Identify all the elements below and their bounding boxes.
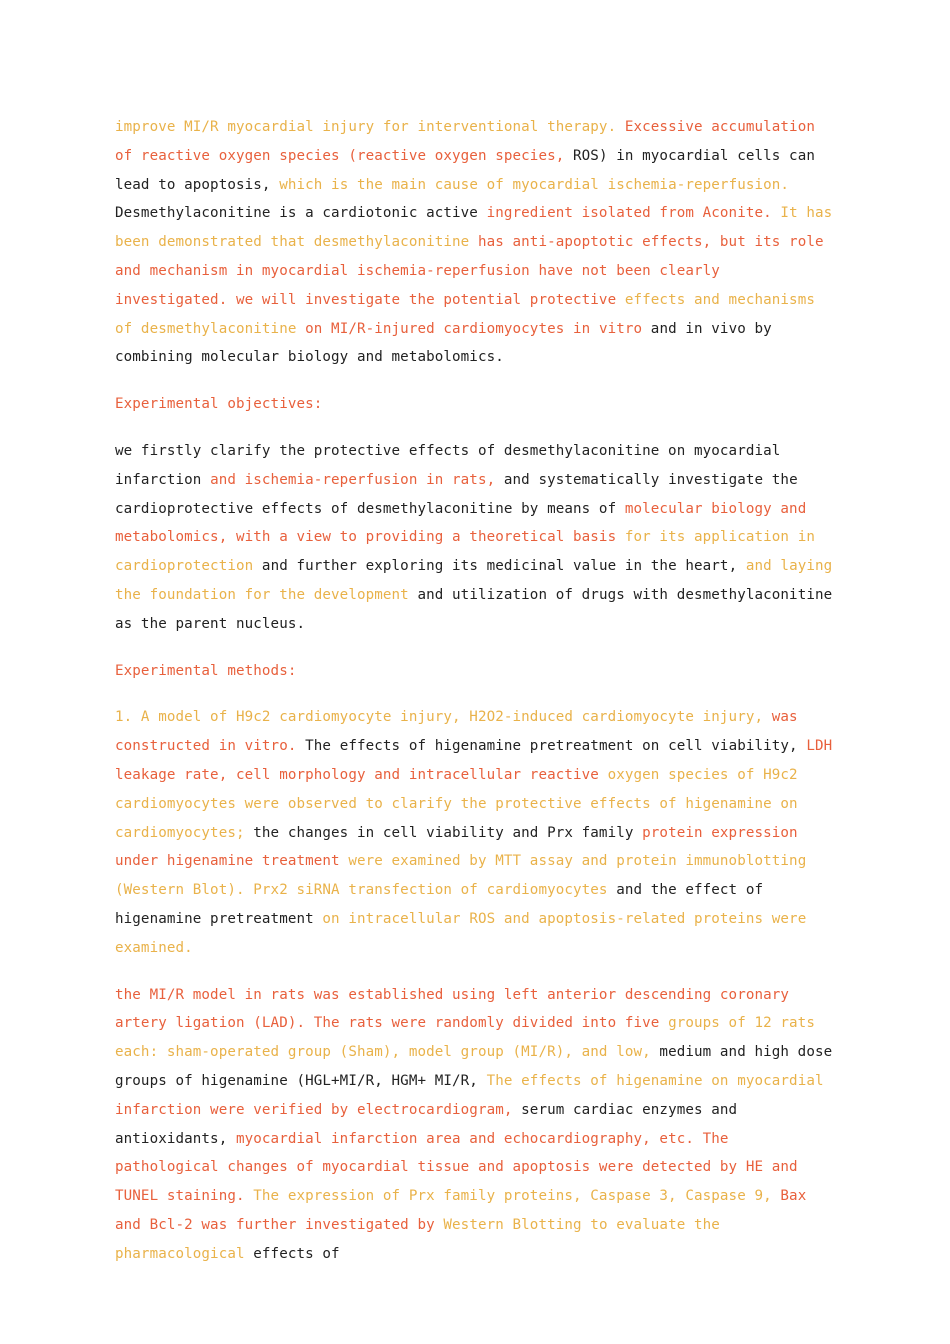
text-segment: on intracellular ROS and apoptosis-related proteins were examined. xyxy=(115,910,807,956)
text-segment: Western Blotting to evaluate the pharmacological xyxy=(115,1216,720,1262)
text-segment: LDH leakage rate, cell morphology and intracellular reactive xyxy=(115,738,833,783)
text-segment: on MI/R-injured cardiomyocytes in vitro xyxy=(305,320,651,337)
text-segment: The effects of higenamine on myocardial xyxy=(486,1072,824,1089)
text-segment: molecular biology and metabolomics, with a view to providing a theoretical basis xyxy=(115,500,807,546)
text-segment: Experimental objectives: xyxy=(115,396,323,413)
text-segment: groups of 12 rats each: sham-operated group (Sham), model group (MI/R), and low, xyxy=(115,1015,815,1061)
text-segment: and utilization of drugs with desmethylaconitine as the parent nucleus. xyxy=(115,586,833,632)
document-body xyxy=(115,113,835,1286)
text-segment: Excessive accumulation of reactive oxygen species (reactive oxygen species, xyxy=(115,119,815,164)
text-segment: we firstly clarify the protective effects of desmethylaconitine on myocardial infarction xyxy=(115,442,781,488)
section-heading-methods-heading xyxy=(115,657,835,686)
text-segment: 1. A model of H9c2 cardiomyocyte injury, H2O2-induced cardiomyocyte injury, xyxy=(115,709,772,726)
text-segment: has anti-apoptotic effects, but its role and mechanism in myocardial ischemia-reperfusion have not been clearly investigated. we will investigate the potential protective xyxy=(115,234,824,308)
text-segment: ingredient isolated from Aconite. xyxy=(486,205,781,222)
text-segment: and in vivo by combining molecular biology and metabolomics. xyxy=(115,320,772,366)
text-segment: effects and mechanisms of desmethylaconitine xyxy=(115,291,815,337)
paragraph-method-2 xyxy=(115,981,835,1269)
text-segment: The expression of Prx family proteins, Caspase 3, Caspase 9, xyxy=(253,1188,781,1205)
text-segment: and ischemia-reperfusion in rats, xyxy=(210,471,504,488)
text-segment: and further exploring its medicinal value in the heart, xyxy=(261,558,746,575)
text-segment: the changes in cell viability and Prx family xyxy=(253,824,643,841)
text-segment: the MI/R model in rats was established using left anterior descending coronary artery ligation (LAD). The rats were randomly divided into five xyxy=(115,986,790,1032)
text-segment: improve MI/R myocardial injury for interventional therapy. xyxy=(115,119,625,135)
paragraph-objectives xyxy=(115,437,835,639)
text-segment: ROS) in myocardial cells can lead to apoptosis, xyxy=(115,147,815,193)
text-segment: were examined by MTT assay and protein immunoblotting (Western Blot). Prx2 siRNA transfection of cardiomyocytes xyxy=(115,853,807,899)
text-segment: Desmethylaconitine is a cardiotonic active xyxy=(115,205,487,222)
text-segment: and the effect of higenamine pretreatment xyxy=(115,882,764,927)
text-segment: for its application in cardioprotection xyxy=(115,529,815,575)
text-segment: medium and high dose groups of higenamine (HGL+MI/R, HGM+ MI/R, xyxy=(115,1044,833,1089)
text-segment: protein expression under higenamine treatment xyxy=(115,824,798,870)
text-segment: Bax and Bcl-2 was further investigated by xyxy=(115,1188,807,1233)
paragraph-intro xyxy=(115,113,835,372)
text-segment: oxygen species of H9c2 cardiomyocytes were observed to clarify the protective effects of higenamine on cardiomyocytes; xyxy=(115,766,798,841)
text-segment: Experimental methods: xyxy=(115,662,297,679)
text-segment: and systematically investigate the cardioprotective effects of desmethylaconitine by means of xyxy=(115,471,798,517)
text-segment: which is the main cause of myocardial ischemia-reperfusion. xyxy=(279,176,790,193)
text-segment: infarction were verified by electrocardiogram, xyxy=(115,1101,522,1118)
text-segment: and laying the foundation for the development xyxy=(115,558,833,603)
text-segment: myocardial infarction area and echocardiography, etc. The pathological changes of myocardial tissue and apoptosis were detected by HE and TUNEL staining. xyxy=(115,1130,798,1205)
paragraph-method-1 xyxy=(115,703,835,962)
text-segment: The effects of higenamine pretreatment on cell viability, xyxy=(305,738,807,755)
text-segment: It has been demonstrated that desmethylaconitine xyxy=(115,205,833,251)
text-segment: effects of xyxy=(253,1245,340,1262)
text-segment: serum cardiac enzymes and antioxidants, xyxy=(115,1101,738,1147)
text-segment: was constructed in vitro. xyxy=(115,709,798,755)
section-heading-objectives-heading xyxy=(115,390,835,419)
